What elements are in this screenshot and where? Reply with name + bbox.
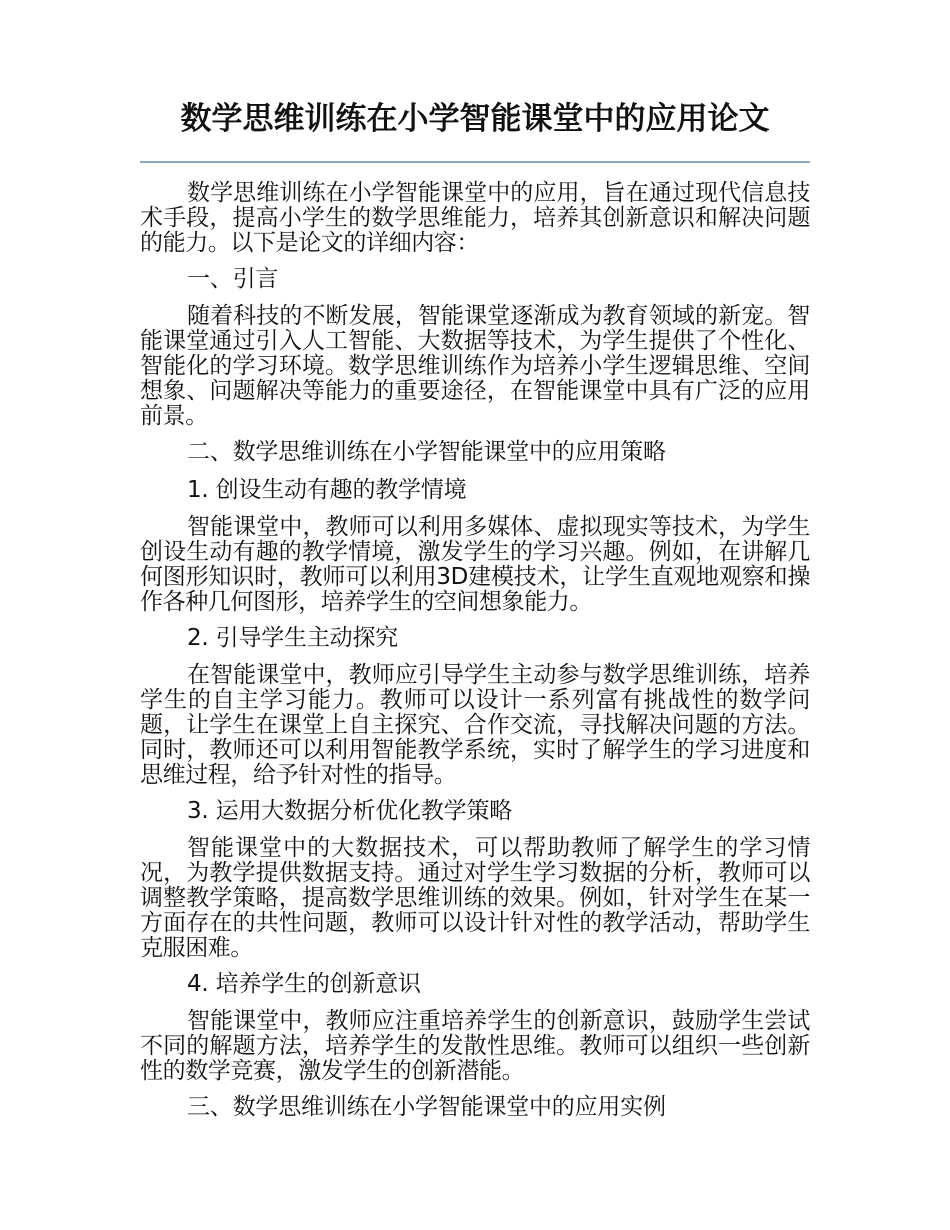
document-title: 数学思维训练在小学智能课堂中的应用论文 [180, 101, 770, 137]
section-heading-examples: 三、数学思维训练在小学智能课堂中的应用实例 [187, 1094, 666, 1120]
subheading-teaching-scenario: 1. 创设生动有趣的教学情境 [187, 477, 467, 503]
active-inquiry-paragraph: 在智能课堂中，教师应引导学生主动参与数学思维训练，培养学生的自主学习能力。教师可以设计一系列富有挑战性的数学问题，让学生在课堂上自主探究、合作交流，寻找解决问题的方法。同时，教师还可以利用智能教学系统，实时了解学生的学习进度和思维过程，给予针对性的指导。 [140, 662, 810, 788]
introduction-paragraph: 随着科技的不断发展，智能课堂逐渐成为教育领域的新宠。智能课堂通过引入人工智能、大数据等技术，为学生提供了个性化、智能化的学习环境。数学思维训练作为培养小学生逻辑思维、空间想象、问题解决等能力的重要途径，在智能课堂中具有广泛的应用前景。 [140, 303, 810, 429]
subheading-active-inquiry: 2. 引导学生主动探究 [187, 625, 399, 651]
subheading-innovation: 4. 培养学生的创新意识 [187, 971, 421, 997]
section-heading-introduction: 一、引言 [187, 266, 279, 292]
big-data-paragraph: 智能课堂中的大数据技术，可以帮助教师了解学生的学习情况，为教学提供数据支持。通过对学生学习数据的分析，教师可以调整教学策略，提高数学思维训练的效果。例如，针对学生在某一方面存在的共性问题，教师可以设计针对性的教学活动，帮助学生克服困难。 [140, 835, 810, 961]
title-divider [140, 161, 810, 163]
teaching-scenario-paragraph: 智能课堂中，教师可以利用多媒体、虚拟现实等技术，为学生创设生动有趣的教学情境，激发学生的学习兴趣。例如，在讲解几何图形知识时，教师可以利用3D建模技术，让学生直观地观察和操作各种几何图形，培养学生的空间想象能力。 [140, 514, 810, 615]
subheading-big-data: 3. 运用大数据分析优化教学策略 [187, 798, 513, 824]
innovation-paragraph: 智能课堂中，教师应注重培养学生的创新意识，鼓励学生尝试不同的解题方法，培养学生的发散性思维。教师可以组织一些创新性的数学竞赛，激发学生的创新潜能。 [140, 1008, 810, 1084]
document-body [140, 181, 810, 1132]
section-heading-strategies: 二、数学思维训练在小学智能课堂中的应用策略 [187, 439, 666, 465]
intro-paragraph: 数学思维训练在小学智能课堂中的应用，旨在通过现代信息技术手段，提高小学生的数学思维能力，培养其创新意识和解决问题的能力。以下是论文的详细内容： [140, 180, 810, 256]
